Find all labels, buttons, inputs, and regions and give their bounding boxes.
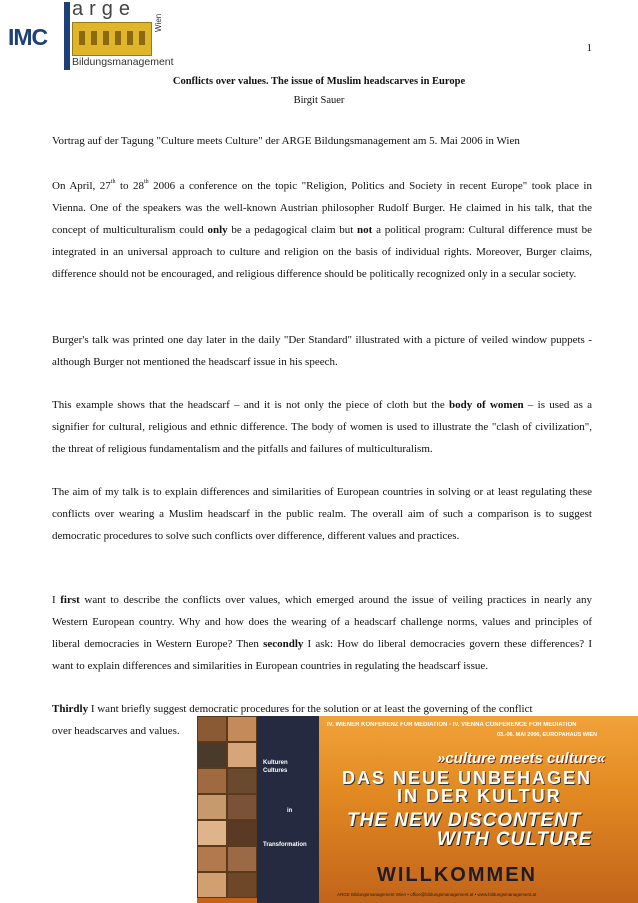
logo-imc-text: IMC xyxy=(8,24,48,50)
arge-imc-logo xyxy=(8,0,174,72)
document-title: Conflicts over values. The issue of Muslim headscarves in Europe xyxy=(172,76,466,87)
paragraph-6-continued: over headscarves and values. xyxy=(52,725,180,737)
poster-title-english-2: WITH CULTURE xyxy=(437,829,593,850)
paragraph-2: Burger's talk was printed one day later in the daily "Der Standard" illustrated with a picture of veiled window puppets - although Burger not mentioned the headscarf issue in his speech. xyxy=(52,334,592,368)
paragraph-5: I first want to describe the conflicts over values, which emerged around the issue of veiling practices in nearly any Western European country. Why and how does the wearing of a headscarf challenge norms, values and principles of liberal democracies in Western Europe? Then secondly I ask: How do liberal democracies govern these differences? I want to explain differences and similarities in European countries in regulating the headscarf issue. xyxy=(52,594,592,672)
building-icon xyxy=(72,22,152,56)
faces-collage xyxy=(197,716,257,903)
poster-welcome: WILLKOMMEN xyxy=(377,864,537,886)
poster-title-english-1: THE NEW DISCONTENT xyxy=(347,810,582,831)
logo-wien-text: Wien xyxy=(154,13,163,32)
paragraph-6: Thirdly I want briefly suggest democratic procedures for the solution or at least the governing of the conflict xyxy=(52,703,533,715)
paragraph-4: The aim of my talk is to explain differences and similarities of European countries in solving or at least regulating these conflicts over wearing a Muslim headscarf in the public realm. The overall aim of such a comparison is to suggest democratic procedures to solve such conflicts over difference, different values and practices. xyxy=(52,486,592,542)
logo-arge-text: arge xyxy=(72,0,137,20)
poster-side-panel: Kulturen Cultures in Transformation xyxy=(257,716,319,903)
poster-title-german-1: DAS NEUE UNBEHAGEN xyxy=(342,768,593,788)
paragraph-3: This example shows that the headscarf – and it is not only the piece of cloth but the body of women – is used as a signifier for cultural, religious and ethnic difference. The body of women is used to illustrate the "clash of civilization", the threat of religious fundamentalism and the pitfalls and failures of multiculturalism. xyxy=(52,399,592,455)
poster-header: IV. WIENER KONFERENZ FÜR MEDIATION - IV. VIENNA CONFERENCE FOR MEDIATION xyxy=(327,722,577,728)
page-number: 1 xyxy=(586,42,592,54)
document-author: Birgit Sauer xyxy=(293,95,345,106)
conference-poster-image xyxy=(197,716,638,903)
paragraph-1: On April, 27th to 28th 2006 a conference on the topic "Religion, Politics and Society in recent Europe" took place in Vienna. One of the speakers was the well-known Austrian philosopher Rudolf Burger. He claimed in his talk, that the concept of multiculturalism could only be a pedagogical claim but not a political program: Cultural difference must be integrated in an universal approach to culture and religion on the basis of individual rights. Moreover, Burger claims, difference should not be encouraged, and religious difference should be politically recognized only in a secular society. xyxy=(52,179,592,280)
poster-date: 03.-06. MAI 2006, EUROPAHAUS WIEN xyxy=(497,732,598,738)
logo-divider xyxy=(64,2,70,70)
poster-title-german-2: IN DER KULTUR xyxy=(397,786,562,806)
logo-subtitle: Bildungsmanagement xyxy=(72,56,174,68)
poster-slogan: »culture meets culture« xyxy=(437,750,606,767)
poster-footer: ARGE Bildungsmanagement Wien • office@bildungsmanagement.at • www.bildungsmanagement.at xyxy=(337,892,537,897)
intro-line: Vortrag auf der Tagung "Culture meets Culture" der ARGE Bildungsmanagement am 5. Mai 2006 in Wien xyxy=(52,135,520,147)
